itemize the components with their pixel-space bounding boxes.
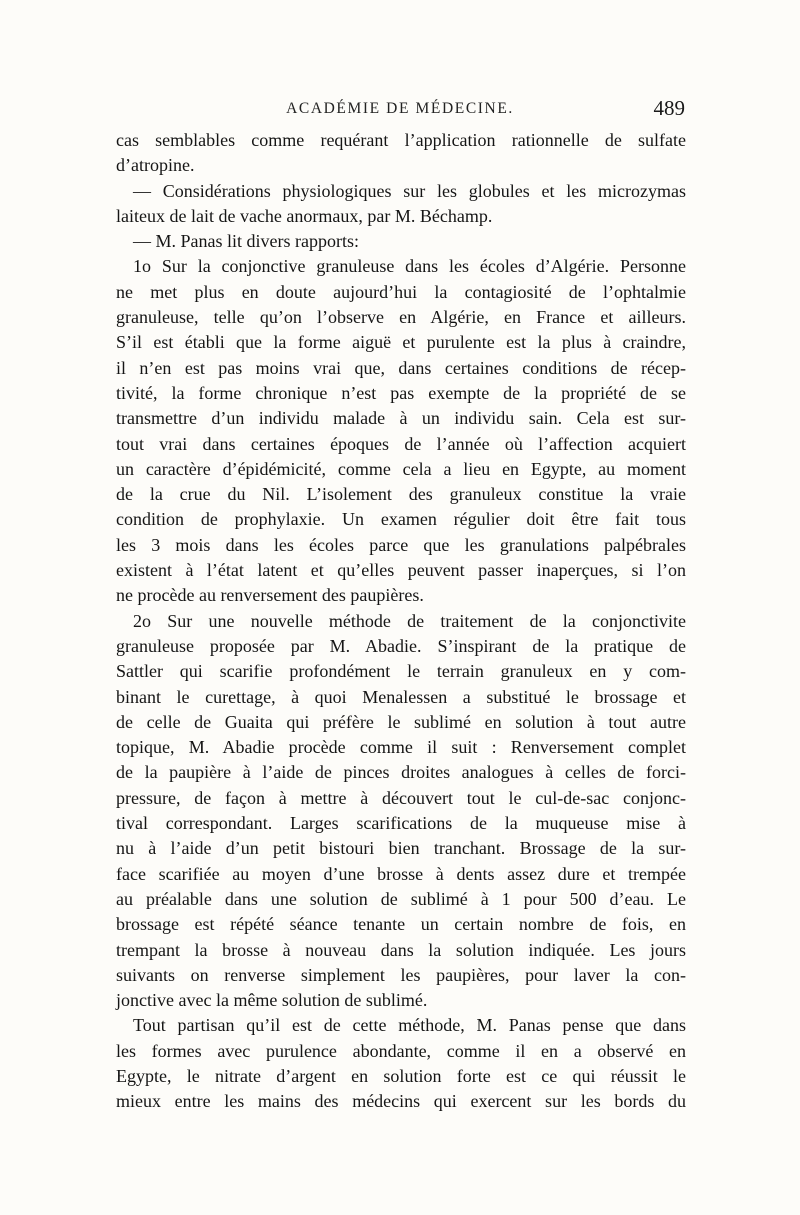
paragraph	[116, 254, 686, 608]
page-header	[115, 96, 685, 126]
text-line: granuleuse proposée par M. Abadie. S’inspirant de la pratique de	[116, 635, 686, 656]
text-line: trempant la brosse à nouveau dans la solution indiquée. Les jours	[116, 939, 686, 960]
text-line: tival correspondant. Larges scarifications de la muqueuse mise à	[116, 813, 686, 834]
paragraph	[116, 179, 686, 230]
paragraph	[116, 609, 686, 1014]
text-line: — M. Panas lit divers rapports:	[133, 231, 359, 252]
paragraph	[116, 128, 686, 179]
page-number: 489	[653, 96, 685, 120]
text-line: topique, M. Abadie procède comme il suit : Renversement complet	[116, 737, 686, 758]
text-line: granuleuse, telle qu’on l’observe en Algérie, en France et ailleurs.	[116, 307, 686, 328]
paragraph	[116, 229, 686, 254]
text-line: de la crue du Nil. L’isolement des granuleux constitue la vraie	[116, 484, 686, 505]
text-line: un caractère d’épidémicité, comme cela a lieu en Egypte, au moment	[116, 458, 686, 479]
text-line: suivants on renverse simplement les paupières, pour laver la con-	[116, 964, 686, 985]
text-line: 2o Sur une nouvelle méthode de traitement de la conjonctivite	[133, 610, 686, 631]
text-line: les formes avec purulence abondante, comme il en a observé en	[116, 1040, 686, 1061]
text-line: existent à l’état latent et qu’elles peuvent passer inaperçues, si l’on	[116, 560, 686, 581]
text-line: de la paupière à l’aide de pinces droites analogues à celles de forci-	[116, 762, 686, 783]
text-line: de celle de Guaita qui préfère le sublimé en solution à tout autre	[116, 711, 686, 732]
text-line: Tout partisan qu’il est de cette méthode, M. Panas pense que dans	[133, 1015, 686, 1036]
text-line: ne met plus en doute aujourd’hui la contagiosité de l’ophtalmie	[116, 281, 686, 302]
text-line: laiteux de lait de vache anormaux, par M. Béchamp.	[116, 205, 493, 226]
text-line: au préalable dans une solution de sublimé à 1 pour 500 d’eau. Le	[116, 888, 686, 909]
running-title: ACADÉMIE DE MÉDECINE.	[286, 100, 514, 117]
text-line: il n’en est pas moins vrai que, dans certaines conditions de récep-	[116, 357, 686, 378]
text-line: les 3 mois dans les écoles parce que les granulations palpébrales	[116, 534, 686, 555]
text-line: jonctive avec la même solution de sublimé.	[116, 990, 428, 1011]
text-line: ne procède au renversement des paupières.	[116, 585, 424, 606]
text-line: d’atropine.	[116, 155, 195, 176]
text-line: face scarifiée au moyen d’une brosse à dents assez dure et trempée	[116, 863, 686, 884]
text-line: cas semblables comme requérant l’application rationnelle de sulfate	[116, 130, 686, 150]
text-line: brossage est répété séance tenante un certain nombre de fois, en	[116, 914, 686, 935]
text-line: condition de prophylaxie. Un examen régulier doit être fait tous	[116, 509, 686, 530]
text-line: transmettre d’un individu malade à un individu sain. Cela est sur-	[116, 408, 686, 429]
text-line: binant le curettage, à quoi Menalessen a substitué le brossage et	[116, 686, 686, 707]
text-line: tout vrai dans certaines époques de l’année où l’affection acquiert	[116, 433, 686, 454]
text-line: 1o Sur la conjonctive granuleuse dans les écoles d’Algérie. Personne	[133, 256, 686, 277]
text-line: — Considérations physiologiques sur les globules et les microzymas	[133, 180, 686, 201]
text-line: pressure, de façon à mettre à découvert tout le cul-de-sac conjonc-	[116, 787, 686, 808]
text-line: tivité, la forme chronique n’est pas exempte de la propriété de se	[116, 382, 686, 403]
text-line: S’il est établi que la forme aiguë et purulente est la plus à craindre,	[116, 332, 686, 353]
text-line: mieux entre les mains des médecins qui exercent sur les bords du	[116, 1091, 686, 1112]
text-line: Egypte, le nitrate d’argent en solution forte est ce qui réussit le	[116, 1065, 686, 1086]
text-line: Sattler qui scarifie profondément le terrain granuleux en y com-	[116, 661, 686, 682]
page-text-body	[116, 128, 686, 1115]
text-line: nu à l’aide d’un petit bistouri bien tranchant. Brossage de la sur-	[116, 838, 686, 859]
paragraph	[116, 1013, 686, 1114]
